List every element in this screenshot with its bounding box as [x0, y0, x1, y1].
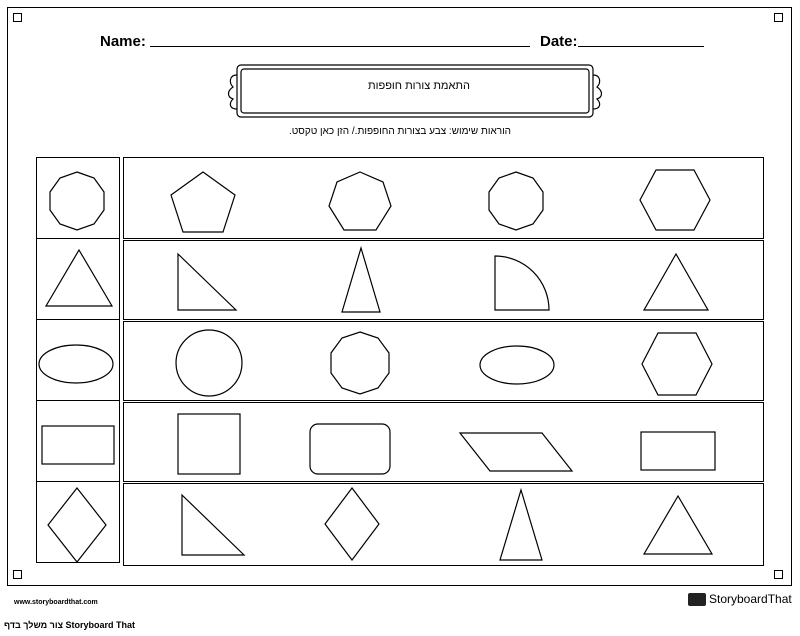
option-square-shape[interactable] [176, 412, 242, 476]
corner-mark [13, 13, 22, 22]
target-divider [36, 238, 120, 239]
name-label: Name: [100, 33, 146, 50]
option-ellipse-shape[interactable] [478, 344, 556, 386]
option-decagon-shape[interactable] [485, 170, 547, 232]
target-ellipse-shape[interactable] [37, 343, 115, 385]
storyboard-logo-icon [688, 593, 706, 606]
target-triangle-shape[interactable] [44, 248, 114, 308]
option-triangle-shape[interactable] [642, 494, 714, 556]
option-hexagon-shape[interactable] [638, 168, 712, 232]
corner-mark [13, 570, 22, 579]
credit-text: צור משלך בדף Storyboard That [4, 620, 136, 630]
name-field-line[interactable] [150, 46, 530, 47]
option-hexagon-shape[interactable] [640, 331, 714, 397]
footer-url[interactable]: www.storyboardthat.com [14, 599, 98, 606]
target-divider [36, 319, 120, 320]
date-field-line[interactable] [578, 46, 704, 47]
option-quarter-circle-shape[interactable] [493, 254, 551, 312]
option-parallelogram-shape[interactable] [458, 431, 574, 473]
corner-mark [774, 13, 783, 22]
option-pentagon-shape[interactable] [168, 170, 238, 234]
storyboardthat-logo [688, 592, 792, 606]
option-right-triangle-shape[interactable] [176, 252, 238, 312]
brand-name: StoryboardThat [709, 592, 792, 606]
option-right-triangle-shape[interactable] [180, 493, 246, 557]
instructions-text: .הוראות שימוש: צבע בצורות החופפות./ הזן כאן טקסט [288, 126, 512, 137]
option-heptagon-shape[interactable] [327, 170, 393, 234]
option-rhombus-shape[interactable] [323, 486, 381, 562]
worksheet-title: התאמת צורות חופפות [368, 80, 470, 92]
corner-mark [774, 570, 783, 579]
target-divider [36, 400, 120, 401]
target-decagon-shape[interactable] [46, 170, 108, 232]
target-rhombus-shape[interactable] [46, 486, 108, 564]
option-triangle-shape[interactable] [642, 252, 710, 312]
date-label: Date: [540, 33, 578, 50]
option-tall-triangle-shape[interactable] [340, 246, 382, 314]
option-decagon-shape[interactable] [327, 330, 393, 396]
target-divider [36, 481, 120, 482]
target-rectangle-shape[interactable] [40, 424, 116, 466]
option-tall-triangle-shape[interactable] [498, 488, 544, 562]
option-rounded-rectangle-shape[interactable] [308, 422, 392, 476]
option-circle-shape[interactable] [174, 328, 244, 398]
option-rectangle-shape[interactable] [639, 430, 717, 472]
